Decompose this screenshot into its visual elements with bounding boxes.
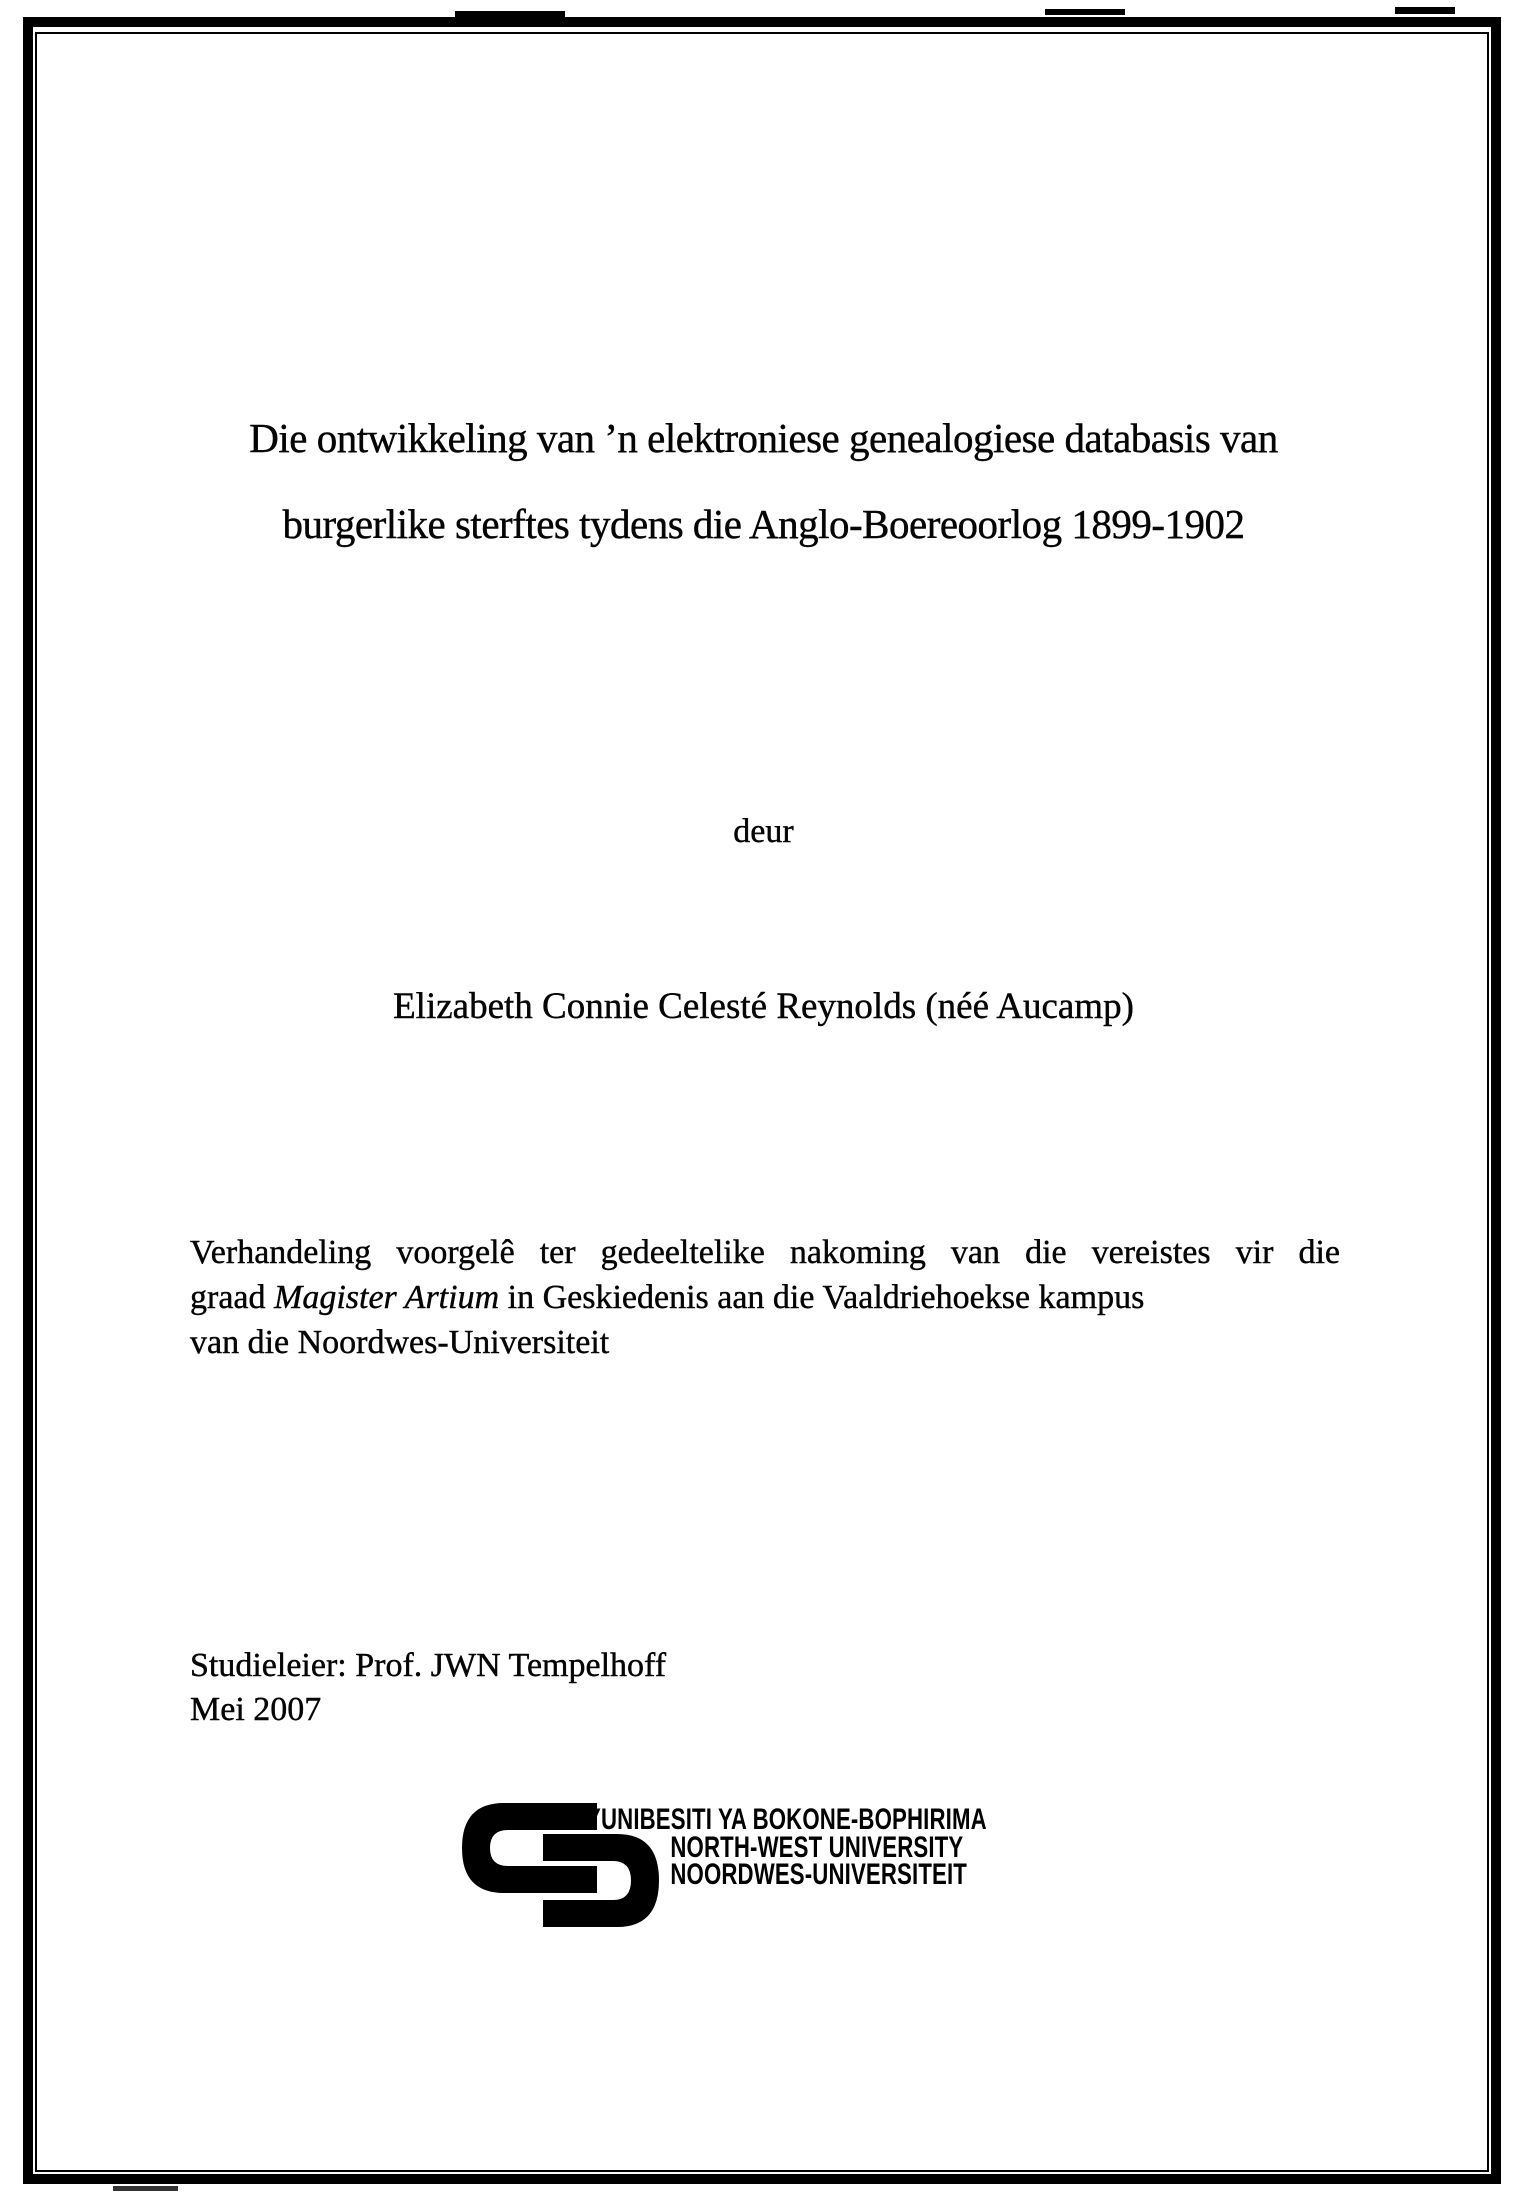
degree-name-italic: Magister Artium	[274, 1279, 500, 1316]
nwu-logo-text-line3: NOORDWES-UNIVERSITEIT	[670, 1858, 968, 1891]
degree-statement-line2-pre: graad	[190, 1279, 275, 1316]
date-line: Mei 2007	[190, 1691, 322, 1728]
scan-artifact	[1045, 9, 1125, 15]
degree-statement-line2	[190, 1275, 1340, 1320]
scan-artifact	[455, 11, 565, 17]
scan-artifact	[113, 2186, 178, 2191]
nwu-logo-text-line1: YUNIBESITI YA BOKONE-BOPHIRIMA	[586, 1803, 987, 1836]
nwu-logo-text-line2: NORTH-WEST UNIVERSITY	[670, 1830, 964, 1864]
supervisor-block	[190, 1644, 666, 1732]
degree-statement-line3: van die Noordwes-Universiteit	[190, 1324, 610, 1361]
scan-artifact	[1395, 7, 1455, 14]
author-name: Elizabeth Connie Celesté Reynolds (néé Aucamp)	[393, 986, 1134, 1027]
thesis-title-line1: Die ontwikkeling van ’n elektroniese genealogiese databasis van	[249, 415, 1278, 461]
degree-statement-line2-post: in Geskiedenis aan die Vaaldriehoekse kampus	[499, 1279, 1145, 1316]
thesis-title	[60, 395, 1467, 567]
byline: deur	[733, 813, 794, 850]
degree-statement-line1: Verhandeling voorgelê ter gedeeltelike nakoming van die vereistes vir die	[190, 1234, 1340, 1271]
thesis-title-line2: burgerlike sterftes tydens die Anglo-Boereoorlog 1899-1902	[282, 501, 1245, 547]
nwu-logo-text	[586, 1803, 987, 1891]
degree-statement	[190, 1230, 1340, 1365]
supervisor-line: Studieleier: Prof. JWN Tempelhoff	[190, 1647, 667, 1684]
